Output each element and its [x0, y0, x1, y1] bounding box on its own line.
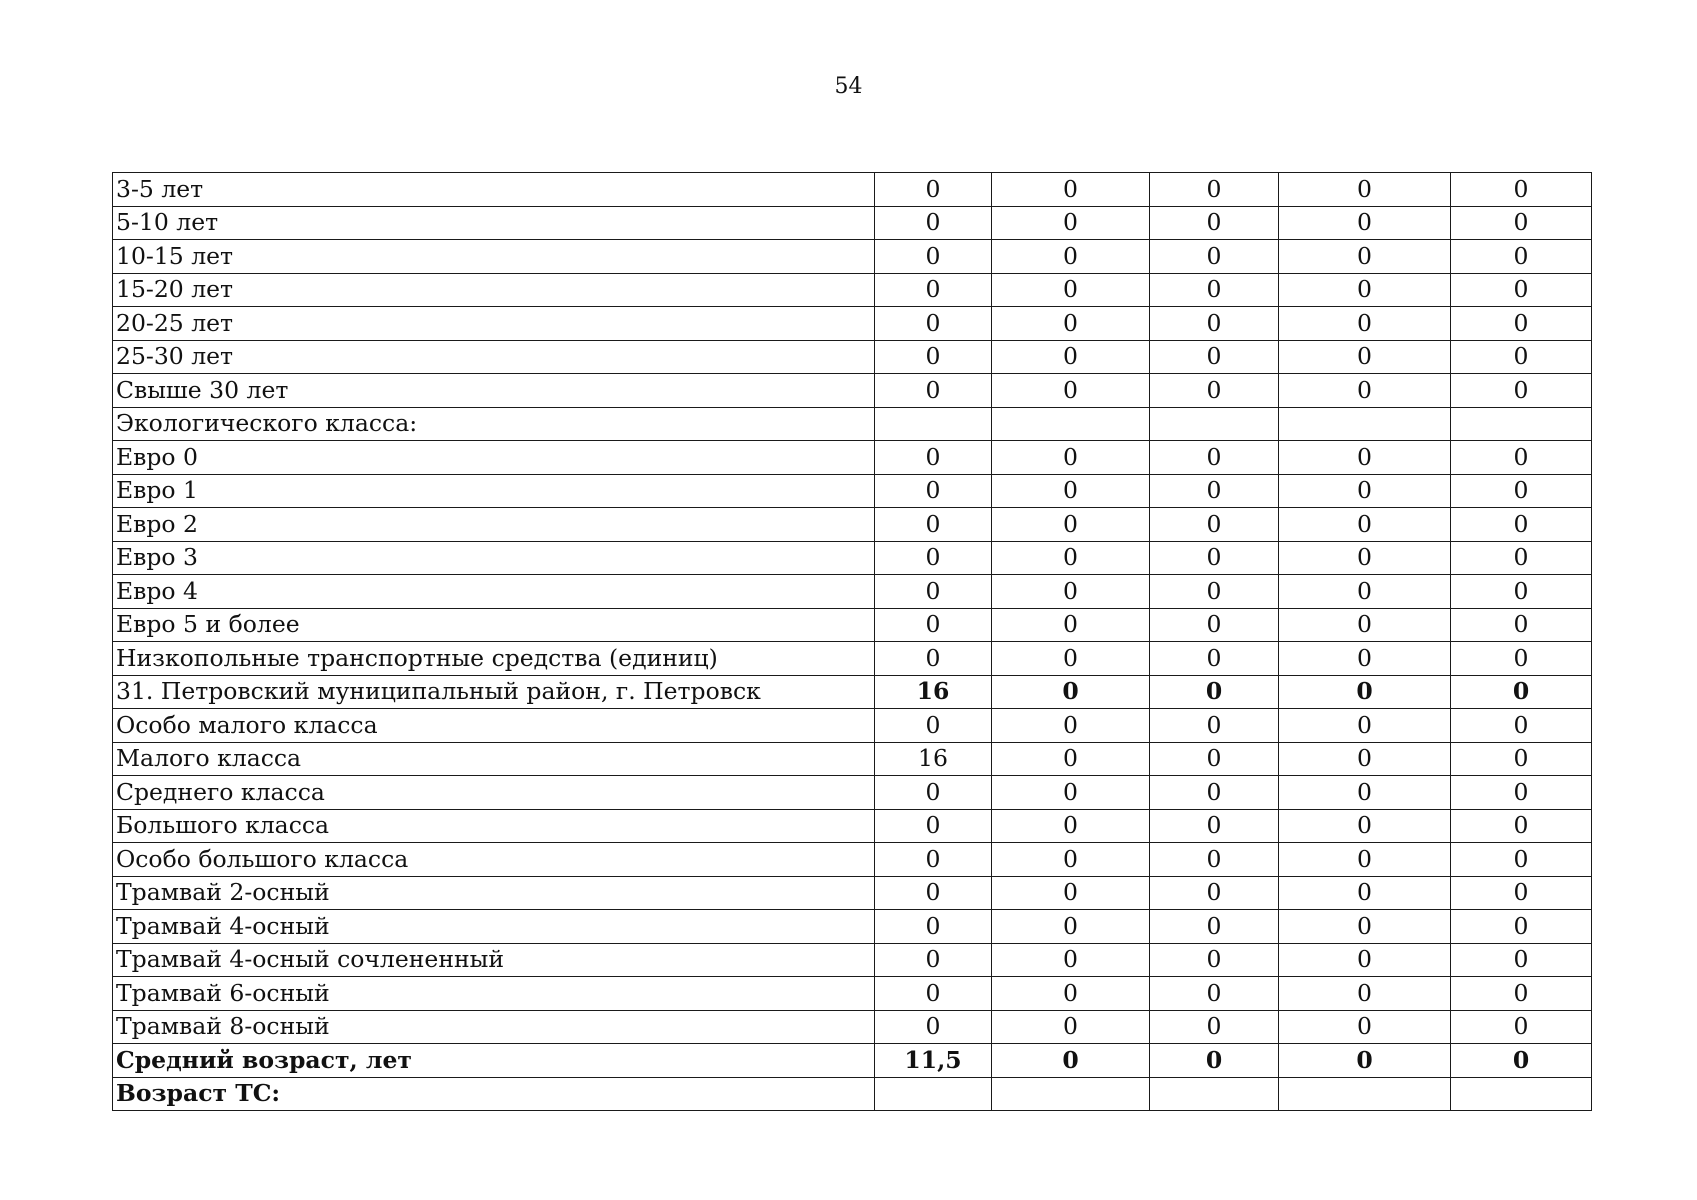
- row-label: Евро 0: [113, 441, 875, 475]
- row-value-2: [992, 1077, 1150, 1111]
- row-value-5: 0: [1451, 809, 1592, 843]
- row-value-1: 0: [875, 206, 992, 240]
- row-value-3: 0: [1150, 206, 1279, 240]
- row-value-3: 0: [1150, 374, 1279, 408]
- row-value-2: 0: [992, 206, 1150, 240]
- row-value-2: 0: [992, 675, 1150, 709]
- row-value-5: 0: [1451, 608, 1592, 642]
- row-value-5: 0: [1451, 843, 1592, 877]
- row-value-1: 0: [875, 541, 992, 575]
- row-value-5: 0: [1451, 508, 1592, 542]
- row-value-5: [1451, 1077, 1592, 1111]
- table-row: [113, 575, 1592, 609]
- row-label: 20-25 лет: [113, 307, 875, 341]
- row-value-5: 0: [1451, 307, 1592, 341]
- row-label: Особо большого класса: [113, 843, 875, 877]
- row-value-1: 0: [875, 508, 992, 542]
- row-value-3: 0: [1150, 1044, 1279, 1078]
- row-value-4: 0: [1279, 1010, 1451, 1044]
- row-value-5: [1451, 407, 1592, 441]
- row-label: Среднего класса: [113, 776, 875, 810]
- row-value-4: 0: [1279, 206, 1451, 240]
- table-row: [113, 910, 1592, 944]
- row-label: 25-30 лет: [113, 340, 875, 374]
- row-value-1: 0: [875, 943, 992, 977]
- row-value-1: 0: [875, 843, 992, 877]
- row-value-4: [1279, 407, 1451, 441]
- row-label: Евро 5 и более: [113, 608, 875, 642]
- row-label: Свыше 30 лет: [113, 374, 875, 408]
- row-value-2: 0: [992, 642, 1150, 676]
- row-value-1: 0: [875, 1010, 992, 1044]
- row-value-3: 0: [1150, 642, 1279, 676]
- table-row: [113, 977, 1592, 1011]
- table-row: [113, 1077, 1592, 1111]
- row-value-2: [992, 407, 1150, 441]
- row-value-1: 0: [875, 910, 992, 944]
- row-value-3: 0: [1150, 977, 1279, 1011]
- row-value-3: 0: [1150, 173, 1279, 207]
- row-value-1: 0: [875, 642, 992, 676]
- row-label: Трамвай 8-осный: [113, 1010, 875, 1044]
- page-number: 54: [834, 74, 863, 99]
- row-value-3: 0: [1150, 441, 1279, 475]
- row-value-5: 0: [1451, 642, 1592, 676]
- row-value-5: 0: [1451, 575, 1592, 609]
- row-value-1: [875, 1077, 992, 1111]
- row-value-4: 0: [1279, 541, 1451, 575]
- row-label: Трамвай 4-осный: [113, 910, 875, 944]
- row-value-5: 0: [1451, 876, 1592, 910]
- table-row: [113, 776, 1592, 810]
- row-value-1: [875, 407, 992, 441]
- row-value-4: 0: [1279, 608, 1451, 642]
- table-row: [113, 474, 1592, 508]
- row-value-1: 0: [875, 340, 992, 374]
- row-value-1: 0: [875, 240, 992, 274]
- row-value-2: 0: [992, 340, 1150, 374]
- row-value-1: 16: [875, 742, 992, 776]
- row-value-5: 0: [1451, 977, 1592, 1011]
- row-value-5: 0: [1451, 441, 1592, 475]
- row-label: Трамвай 2-осный: [113, 876, 875, 910]
- row-value-5: 0: [1451, 943, 1592, 977]
- table-row: [113, 675, 1592, 709]
- row-value-2: 0: [992, 977, 1150, 1011]
- row-value-2: 0: [992, 742, 1150, 776]
- row-value-4: 0: [1279, 240, 1451, 274]
- row-value-3: 0: [1150, 273, 1279, 307]
- row-value-2: 0: [992, 843, 1150, 877]
- table-row: [113, 307, 1592, 341]
- row-value-2: 0: [992, 809, 1150, 843]
- table-row: [113, 843, 1592, 877]
- table-row: [113, 340, 1592, 374]
- row-value-2: 0: [992, 709, 1150, 743]
- table-row: [113, 943, 1592, 977]
- row-value-2: 0: [992, 173, 1150, 207]
- row-value-4: 0: [1279, 474, 1451, 508]
- table-row: [113, 1010, 1592, 1044]
- table-row: [113, 809, 1592, 843]
- row-value-1: 0: [875, 474, 992, 508]
- row-value-1: 0: [875, 307, 992, 341]
- row-value-3: 0: [1150, 943, 1279, 977]
- table-row: [113, 508, 1592, 542]
- row-value-2: 0: [992, 240, 1150, 274]
- row-value-1: 16: [875, 675, 992, 709]
- row-value-5: 0: [1451, 1010, 1592, 1044]
- row-value-5: 0: [1451, 374, 1592, 408]
- row-value-2: 0: [992, 508, 1150, 542]
- row-label: Евро 2: [113, 508, 875, 542]
- row-value-3: 0: [1150, 340, 1279, 374]
- table-row: [113, 273, 1592, 307]
- row-value-4: 0: [1279, 273, 1451, 307]
- row-value-5: 0: [1451, 474, 1592, 508]
- table-row: [113, 206, 1592, 240]
- row-value-5: 0: [1451, 240, 1592, 274]
- row-value-2: 0: [992, 307, 1150, 341]
- row-value-3: 0: [1150, 910, 1279, 944]
- row-value-4: 0: [1279, 843, 1451, 877]
- row-value-1: 0: [875, 776, 992, 810]
- row-value-4: 0: [1279, 943, 1451, 977]
- row-value-4: 0: [1279, 340, 1451, 374]
- row-value-4: 0: [1279, 742, 1451, 776]
- table-row: [113, 374, 1592, 408]
- row-value-2: 0: [992, 910, 1150, 944]
- row-value-5: 0: [1451, 273, 1592, 307]
- vehicle-stats-table: [112, 172, 1592, 1111]
- row-value-1: 0: [875, 709, 992, 743]
- row-value-1: 0: [875, 273, 992, 307]
- row-value-3: 0: [1150, 307, 1279, 341]
- row-value-5: 0: [1451, 910, 1592, 944]
- row-value-5: 0: [1451, 776, 1592, 810]
- row-label: Низкопольные транспортные средства (единиц): [113, 642, 875, 676]
- row-label: Средний возраст, лет: [113, 1044, 875, 1078]
- row-value-3: 0: [1150, 240, 1279, 274]
- row-value-3: 0: [1150, 608, 1279, 642]
- row-value-3: 0: [1150, 843, 1279, 877]
- row-value-2: 0: [992, 876, 1150, 910]
- row-value-4: 0: [1279, 977, 1451, 1011]
- row-value-1: 0: [875, 575, 992, 609]
- row-value-3: 0: [1150, 1010, 1279, 1044]
- row-value-4: 0: [1279, 441, 1451, 475]
- table-row: [113, 876, 1592, 910]
- row-value-4: 0: [1279, 173, 1451, 207]
- row-value-4: 0: [1279, 642, 1451, 676]
- row-value-2: 0: [992, 575, 1150, 609]
- row-value-4: 0: [1279, 910, 1451, 944]
- row-value-5: 0: [1451, 1044, 1592, 1078]
- table-row: [113, 742, 1592, 776]
- row-value-3: 0: [1150, 675, 1279, 709]
- row-value-5: 0: [1451, 675, 1592, 709]
- row-label: Большого класса: [113, 809, 875, 843]
- row-value-4: 0: [1279, 1044, 1451, 1078]
- row-value-3: 0: [1150, 474, 1279, 508]
- row-value-3: 0: [1150, 776, 1279, 810]
- row-value-3: [1150, 1077, 1279, 1111]
- row-label: Экологического класса:: [113, 407, 875, 441]
- row-label: 5-10 лет: [113, 206, 875, 240]
- row-value-5: 0: [1451, 541, 1592, 575]
- row-label: Возраст ТС:: [113, 1077, 875, 1111]
- table-row: [113, 608, 1592, 642]
- row-value-2: 0: [992, 541, 1150, 575]
- row-label: 10-15 лет: [113, 240, 875, 274]
- row-value-4: 0: [1279, 709, 1451, 743]
- table-row: [113, 541, 1592, 575]
- table-row: [113, 709, 1592, 743]
- row-value-1: 0: [875, 809, 992, 843]
- row-value-1: 0: [875, 608, 992, 642]
- row-value-2: 0: [992, 474, 1150, 508]
- row-label: Евро 3: [113, 541, 875, 575]
- row-label: Малого класса: [113, 742, 875, 776]
- table-row: [113, 441, 1592, 475]
- row-value-2: 0: [992, 273, 1150, 307]
- row-value-2: 0: [992, 608, 1150, 642]
- row-value-2: 0: [992, 776, 1150, 810]
- row-label: Евро 4: [113, 575, 875, 609]
- row-value-3: 0: [1150, 541, 1279, 575]
- table-row: [113, 240, 1592, 274]
- row-label: Трамвай 6-осный: [113, 977, 875, 1011]
- row-value-5: 0: [1451, 709, 1592, 743]
- row-value-1: 0: [875, 173, 992, 207]
- row-value-4: 0: [1279, 776, 1451, 810]
- row-value-1: 0: [875, 374, 992, 408]
- row-value-5: 0: [1451, 340, 1592, 374]
- row-value-3: 0: [1150, 508, 1279, 542]
- row-value-4: 0: [1279, 575, 1451, 609]
- row-value-1: 0: [875, 977, 992, 1011]
- row-value-4: 0: [1279, 374, 1451, 408]
- table-row: [113, 642, 1592, 676]
- row-value-1: 0: [875, 876, 992, 910]
- row-value-5: 0: [1451, 742, 1592, 776]
- row-value-3: 0: [1150, 575, 1279, 609]
- row-value-4: 0: [1279, 675, 1451, 709]
- row-label: Особо малого класса: [113, 709, 875, 743]
- row-value-4: [1279, 1077, 1451, 1111]
- row-value-4: 0: [1279, 307, 1451, 341]
- row-label: Евро 1: [113, 474, 875, 508]
- row-value-1: 0: [875, 441, 992, 475]
- row-value-4: 0: [1279, 876, 1451, 910]
- table-row: [113, 407, 1592, 441]
- row-value-5: 0: [1451, 206, 1592, 240]
- row-value-1: 11,5: [875, 1044, 992, 1078]
- row-value-5: 0: [1451, 173, 1592, 207]
- row-value-3: 0: [1150, 742, 1279, 776]
- row-label: 15-20 лет: [113, 273, 875, 307]
- row-value-3: 0: [1150, 876, 1279, 910]
- row-value-2: 0: [992, 374, 1150, 408]
- row-value-3: [1150, 407, 1279, 441]
- row-value-3: 0: [1150, 709, 1279, 743]
- table-body: [113, 173, 1592, 1111]
- row-value-2: 0: [992, 1044, 1150, 1078]
- row-value-3: 0: [1150, 809, 1279, 843]
- row-label: 3-5 лет: [113, 173, 875, 207]
- table-row: [113, 1044, 1592, 1078]
- row-value-2: 0: [992, 441, 1150, 475]
- table-row: [113, 173, 1592, 207]
- row-label: 31. Петровский муниципальный район, г. Петровск: [113, 675, 875, 709]
- row-value-2: 0: [992, 1010, 1150, 1044]
- row-label: Трамвай 4-осный сочлененный: [113, 943, 875, 977]
- row-value-4: 0: [1279, 809, 1451, 843]
- row-value-2: 0: [992, 943, 1150, 977]
- row-value-4: 0: [1279, 508, 1451, 542]
